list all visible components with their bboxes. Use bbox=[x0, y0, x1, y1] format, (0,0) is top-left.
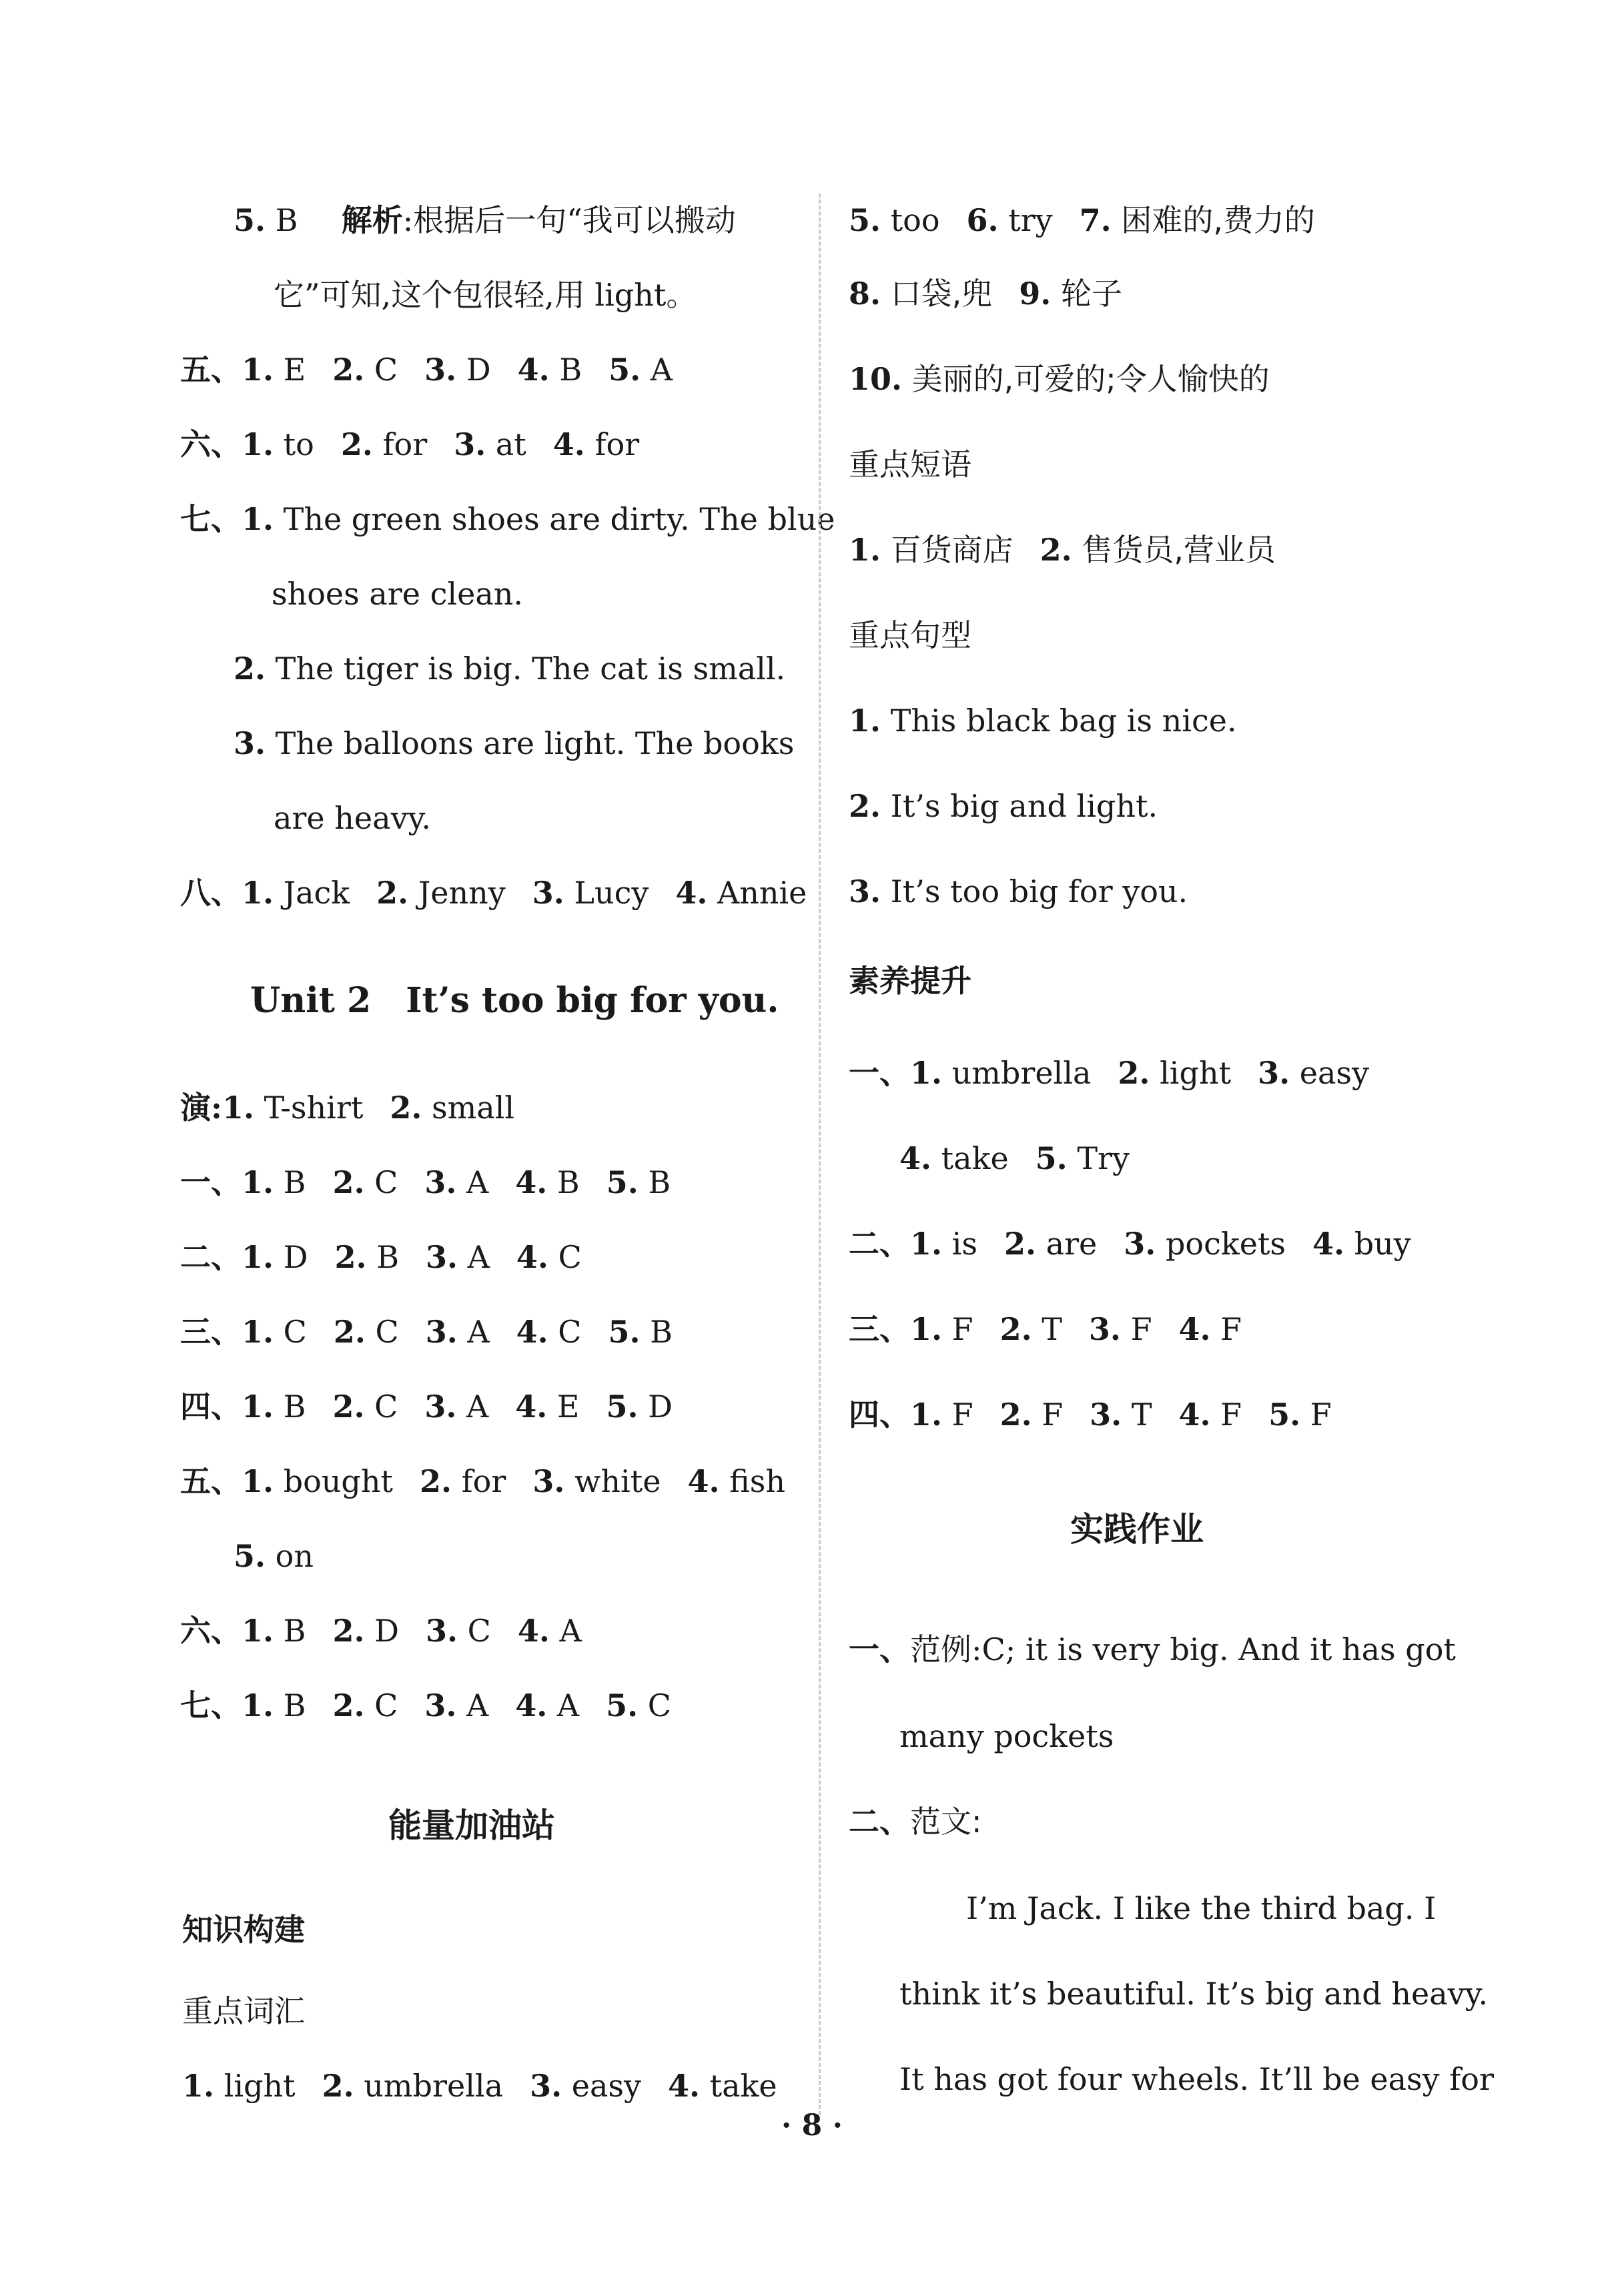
practice-title: 实践作业 bbox=[1070, 1510, 1204, 1549]
section-7-item-1-cont: shoes are clean. bbox=[272, 576, 524, 612]
knowledge-heading: 知识构建 bbox=[182, 1912, 305, 1948]
sentence-3: 3. It’s too big for you. bbox=[849, 873, 1188, 909]
column-divider bbox=[819, 194, 821, 2115]
literacy-section-3: 三、1. F 2. T 3. F 4. F bbox=[849, 1311, 1242, 1347]
vocab-continued-1: 5. too 6. try 7. 困难的,费力的 bbox=[849, 202, 1315, 238]
unit-section-6-answers: 六、1. B 2. D 3. C 4. A bbox=[180, 1613, 582, 1649]
essay-line-3: It has got four wheels. It’ll be easy for bbox=[899, 2061, 1494, 2097]
practice-section-1-cont: many pockets bbox=[899, 1718, 1114, 1754]
unit-section-1-answers: 一、1. B 2. C 3. A 4. B 5. B bbox=[180, 1164, 671, 1200]
answer: B bbox=[275, 202, 298, 238]
section-7-item-3-cont: are heavy. bbox=[274, 800, 432, 836]
section-7-item-2: 2. The tiger is big. The cat is small. bbox=[234, 651, 786, 687]
sentence-2: 2. It’s big and light. bbox=[849, 788, 1158, 824]
section-6-answers: 六、1. to 2. for 3. at 4. for bbox=[180, 426, 640, 462]
section-8-answers: 八、1. Jack 2. Jenny 3. Lucy 4. Annie bbox=[180, 875, 807, 911]
analysis-text: :根据后一句“我可以搬动 bbox=[402, 202, 736, 238]
unit-section-5-answers: 五、1. bought 2. for 3. white 4. fish bbox=[180, 1463, 786, 1499]
unit-section-2-answers: 二、1. D 2. B 3. A 4. C bbox=[180, 1239, 582, 1275]
unit-section-4-answers: 四、1. B 2. C 3. A 4. E 5. D bbox=[180, 1389, 673, 1425]
sentence-1: 1. This black bag is nice. bbox=[849, 703, 1237, 739]
literacy-heading: 素养提升 bbox=[849, 963, 971, 999]
section-7-item-3: 3. The balloons are light. The books bbox=[234, 725, 795, 761]
literacy-section-4: 四、1. F 2. F 3. T 4. F 5. F bbox=[849, 1397, 1332, 1433]
unit-section-3-answers: 三、1. C 2. C 3. A 4. C 5. B bbox=[180, 1314, 673, 1350]
vocab-continued-3: 10. 美丽的,可爱的;令人愉快的 bbox=[849, 361, 1270, 397]
section-head: 七、 bbox=[180, 501, 242, 537]
essay-line-1: I’m Jack. I like the third bag. I bbox=[966, 1890, 1437, 1926]
vocab-items: 1. light 2. umbrella 3. easy 4. take bbox=[182, 2068, 777, 2104]
section-head: 演: bbox=[180, 1090, 222, 1126]
section-head: 五、 bbox=[180, 352, 242, 388]
practice-section-1: 一、范例:C; it is very big. And it has got bbox=[849, 1631, 1456, 1667]
analysis-text-line2: 它”可知,这个包很轻,用 light。 bbox=[274, 277, 697, 313]
phrase-items: 1. 百货商店 2. 售货员,营业员 bbox=[849, 532, 1276, 568]
phrases-heading: 重点短语 bbox=[849, 446, 971, 482]
answer-5-explanation bbox=[234, 200, 736, 240]
item-number: 5. bbox=[234, 202, 266, 238]
section-head: 六、 bbox=[180, 426, 242, 462]
page-number: · 8 · bbox=[781, 2109, 843, 2143]
unit-title: Unit 2 It’s too big for you. bbox=[250, 980, 779, 1021]
essay-line-2: think it’s beautiful. It’s big and heavy. bbox=[899, 1976, 1489, 2012]
section-7-item-1: 七、1. The green shoes are dirty. The blue bbox=[180, 501, 835, 537]
unit-section-5-cont: 5. on bbox=[234, 1538, 314, 1574]
practice-section-2: 二、范文: bbox=[849, 1804, 982, 1840]
literacy-section-1-cont: 4. take 5. Try bbox=[899, 1140, 1130, 1176]
literacy-section-2: 二、1. is 2. are 3. pockets 4. buy bbox=[849, 1226, 1411, 1262]
section-5-answers: 五、1. E 2. C 3. D 4. B 5. A bbox=[180, 352, 673, 388]
energy-station-title: 能量加油站 bbox=[388, 1806, 555, 1845]
section-head: 八、 bbox=[180, 875, 242, 911]
unit-section-7-answers: 七、1. B 2. C 3. A 4. A 5. C bbox=[180, 1687, 671, 1724]
literacy-section-1: 一、1. umbrella 2. light 3. easy bbox=[849, 1055, 1369, 1091]
vocab-heading: 重点词汇 bbox=[182, 1993, 305, 2029]
vocab-continued-2: 8. 口袋,兜 9. 轮子 bbox=[849, 276, 1122, 312]
analysis-label: 解析 bbox=[341, 202, 403, 238]
yan-answers: 演:1. T-shirt 2. small bbox=[180, 1090, 515, 1126]
sentences-heading: 重点句型 bbox=[849, 617, 971, 653]
analysis-text-cont bbox=[274, 275, 697, 315]
